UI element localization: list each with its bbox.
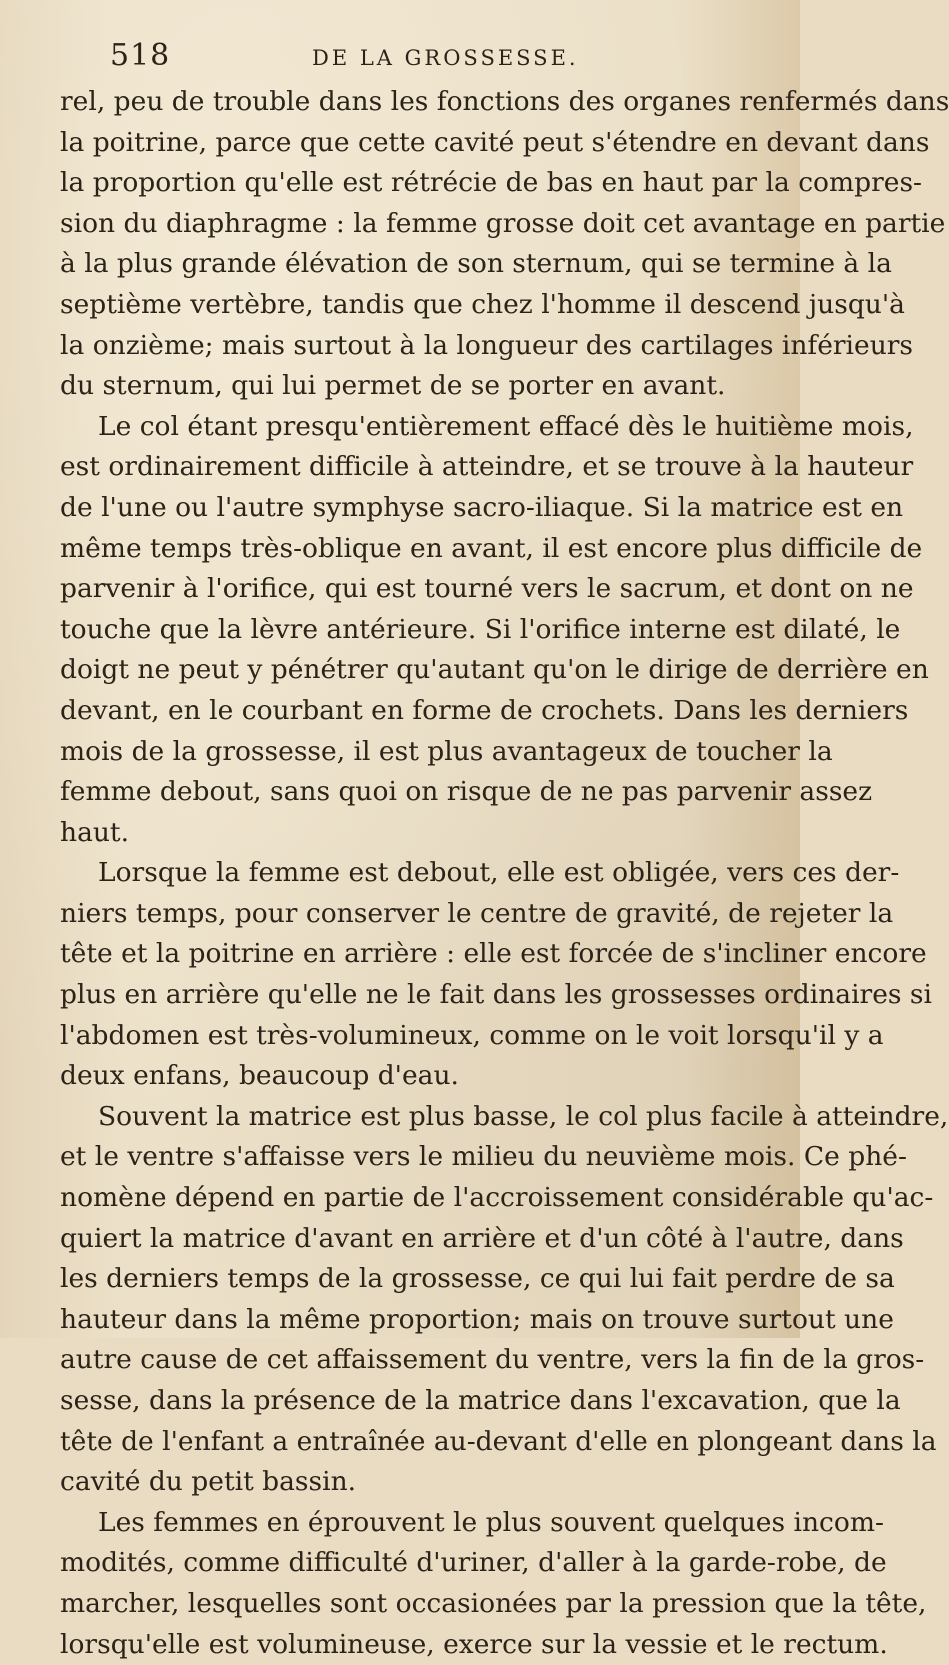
text-line: la poitrine, parce que cette cavité peut s'étendre en devant dans — [60, 126, 930, 158]
text-line: sion du diaphragme : la femme grosse doit cet avantage en partie — [60, 207, 946, 239]
text-line: septième vertèbre, tandis que chez l'homme il descend jusqu'à — [60, 288, 905, 320]
text-line: niers temps, pour conserver le centre de gravité, de rejeter la — [60, 897, 894, 929]
text-line: marcher, lesquelles sont occasionées par la pression que la tête, — [60, 1587, 927, 1619]
text-line: les derniers temps de la grossesse, ce qui lui fait perdre de sa — [60, 1263, 895, 1295]
text-line: deux enfans, beaucoup d'eau. — [60, 1060, 459, 1092]
text-line: rel, peu de trouble dans les fonctions des organes renfermés dans — [60, 86, 949, 117]
running-head: DE LA GROSSESSE. — [312, 46, 579, 70]
text-line: doigt ne peut y pénétrer qu'autant qu'on le dirige de derrière en — [60, 654, 929, 686]
text-line: du sternum, qui lui permet de se porter en avant. — [60, 370, 726, 402]
text-line: de l'une ou l'autre symphyse sacro-iliaque. Si la matrice est en — [60, 491, 904, 523]
text-line: plus en arrière qu'elle ne le fait dans les grossesses ordinaires si — [60, 979, 932, 1011]
text-line: mois de la grossesse, il est plus avantageux de toucher la — [60, 735, 833, 767]
text-line: lorsqu'elle est volumineuse, exerce sur la vessie et le rectum. — [60, 1628, 888, 1660]
text-line: touche que la lèvre antérieure. Si l'orifice interne est dilaté, le — [60, 613, 901, 645]
text-line: femme debout, sans quoi on risque de ne pas parvenir assez — [60, 776, 873, 808]
text-line: modités, comme difficulté d'uriner, d'aller à la garde-robe, de — [60, 1547, 887, 1579]
text-line: sesse, dans la présence de la matrice dans l'excavation, que la — [60, 1385, 901, 1416]
text-line: même temps très-oblique en avant, il est encore plus difficile de — [60, 532, 923, 564]
text-line: est ordinairement difficile à atteindre, et se trouve à la hauteur — [60, 451, 914, 483]
text-line: devant, en le courbant en forme de crochets. Dans les derniers — [60, 694, 909, 726]
text-line: autre cause de cet affaissement du ventre, vers la fin de la gros- — [60, 1344, 925, 1376]
text-line: Le col étant presqu'entièrement effacé dès le huitième mois, — [98, 410, 914, 442]
text-line: la onzième; mais surtout à la longueur des cartilages inférieurs — [60, 329, 914, 361]
text-line: haut. — [60, 816, 130, 848]
text-line: l'abdomen est très-volumineux, comme on le voit lorsqu'il y a — [60, 1019, 884, 1051]
text-line: tête de l'enfant a entraînée au-devant d'elle en plongeant dans la — [60, 1425, 937, 1457]
text-line: nomène dépend en partie de l'accroissement considérable qu'ac- — [60, 1182, 934, 1214]
text-line: tête et la poitrine en arrière : elle est forcée de s'incliner encore — [60, 938, 927, 970]
text-line: quiert la matrice d'avant en arrière et d'un côté à l'autre, dans — [60, 1222, 904, 1254]
text-line: à la plus grande élévation de son sternum, qui se termine à la — [60, 248, 892, 280]
text-line: cavité du petit bassin. — [60, 1466, 357, 1498]
body-text — [60, 82, 949, 1665]
page-header — [110, 38, 710, 78]
text-line: parvenir à l'orifice, qui est tourné vers le sacrum, et dont on ne — [60, 573, 914, 605]
text-line: hauteur dans la même proportion; mais on trouve surtout une — [60, 1303, 894, 1335]
page-number: 518 — [110, 38, 171, 73]
text-line: et le ventre s'affaisse vers le milieu du neuvième mois. Ce phé- — [60, 1141, 907, 1173]
text-line: Lorsque la femme est debout, elle est obligée, vers ces der- — [98, 857, 900, 889]
text-line: Souvent la matrice est plus basse, le col plus facile à atteindre, — [98, 1100, 949, 1132]
text-line: la proportion qu'elle est rétrécie de bas en haut par la compres- — [60, 167, 923, 199]
text-line: Les femmes en éprouvent le plus souvent quelques incom- — [98, 1506, 884, 1538]
